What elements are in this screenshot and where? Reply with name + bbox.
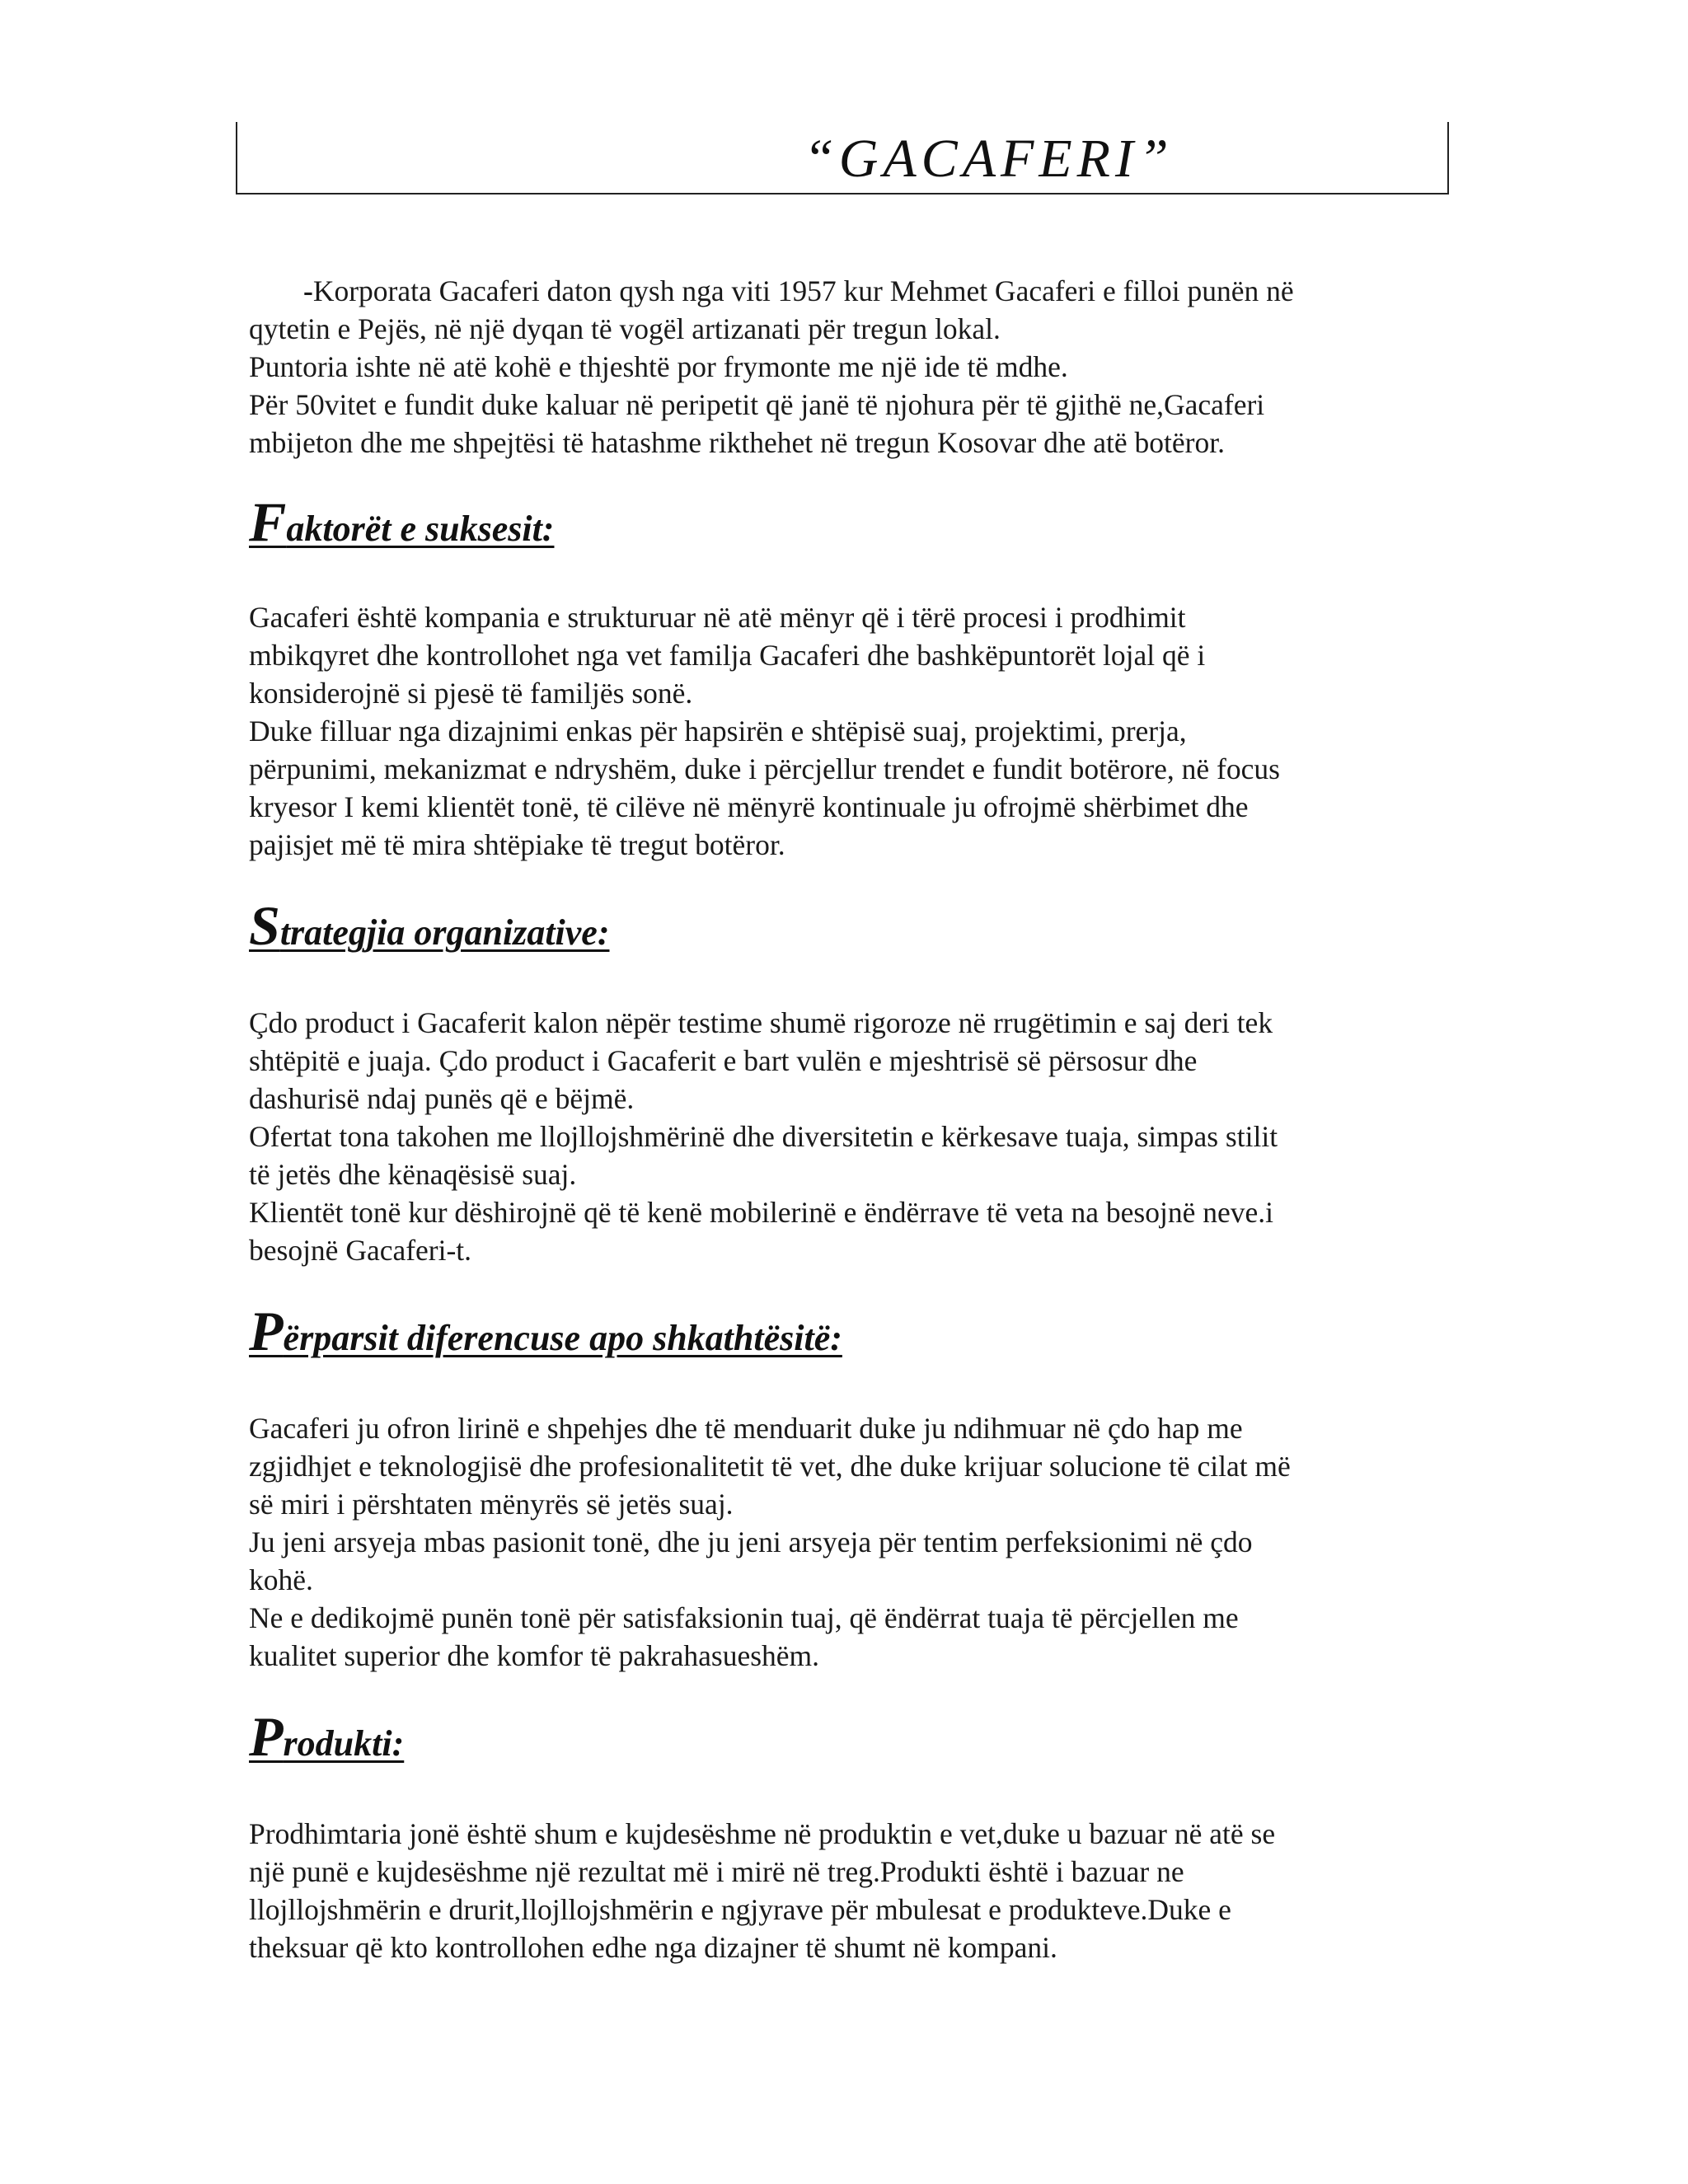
intro-line: -Korporata Gacaferi daton qysh nga viti 1957 kur Mehmet Gacaferi e filloi punën në xyxy=(303,274,1294,307)
body-line: dashurisë ndaj punës që e bëjmë. xyxy=(249,1082,635,1115)
body-line: kryesor I kemi klientët tonë, të cilëve në mënyrë kontinuale ju ofrojmë shërbimet dhe xyxy=(249,790,1249,823)
body-line: Gacaferi është kompania e strukturuar në atë mënyr që i tërë procesi i prodhimit xyxy=(249,601,1186,634)
intro-dash: - xyxy=(303,274,313,307)
body-line: kualitet superior dhe komfor të pakrahasueshëm. xyxy=(249,1639,820,1672)
section-body-faktoret xyxy=(249,598,1461,864)
body-line: përpunimi, mekanizmat e ndryshëm, duke i përcjellur trendet e fundit botërore, në focus xyxy=(249,752,1280,785)
body-line: llojllojshmërin e drurit,llojllojshmërin e ngjyrave për mbulesat e produkteve.Duke e xyxy=(249,1893,1231,1926)
body-line: së miri i përshtaten mënyrës së jetës suaj. xyxy=(249,1488,734,1521)
body-line: theksuar që kto kontrollohen edhe nga dizajner të shumt në kompani. xyxy=(249,1931,1057,1964)
body-line: një punë e kujdesëshme një rezultat më i mirë në treg.Produkti është i bazuar ne xyxy=(249,1855,1184,1888)
intro-line: mbijeton dhe me shpejtësi të hatashme rikthehet në tregun Kosovar dhe atë botëror. xyxy=(249,426,1225,459)
body-line: pajisjet më të mira shtëpiake të tregut botëror. xyxy=(249,828,785,861)
intro-paragraph xyxy=(249,272,1461,462)
body-line: konsiderojnë si pjesë të familjës sonë. xyxy=(249,677,693,710)
body-line: shtëpitë e juaja. Çdo product i Gacaferit e bart vulën e mjeshtrisë së përsosur dhe xyxy=(249,1044,1198,1077)
intro-line: Puntoria ishte në atë kohë e thjeshtë por frymonte me një ide të mdhe. xyxy=(249,350,1068,383)
body-line: Ne e dedikojmë punën tonë për satisfaksionin tuaj, që ëndërrat tuaja të përcjellen me xyxy=(249,1601,1239,1634)
body-line: mbikqyret dhe kontrollohet nga vet familja Gacaferi dhe bashkëpuntorët lojal që i xyxy=(249,639,1206,672)
section-body-produkti xyxy=(249,1815,1461,1966)
body-line: zgjidhjet e teknologjisë dhe profesionalitetit të vet, dhe duke krijuar solucione të cilat më xyxy=(249,1450,1291,1483)
body-line: Ju jeni arsyeja mbas pasionit tonë, dhe ju jeni arsyeja për tentim perfeksionimi në çdo xyxy=(249,1526,1253,1558)
body-line: Çdo product i Gacaferit kalon nëpër testime shumë rigoroze në rrugëtimin e saj deri tek xyxy=(249,1006,1273,1039)
body-line: besojnë Gacaferi-t. xyxy=(249,1234,472,1267)
section-heading-strategjia: Strategjia organizative: xyxy=(249,894,610,957)
body-line: Prodhimtaria jonë është shum e kujdesëshme në produktin e vet,duke u bazuar në atë se xyxy=(249,1817,1276,1850)
section-heading-produkti: Produkti: xyxy=(249,1705,405,1768)
body-line: Duke filluar nga dizajnimi enkas për hapsirën e shtëpisë suaj, projektimi, prerja, xyxy=(249,715,1187,748)
body-line: Klientët tonë kur dëshirojnë që të kenë mobilerinë e ëndërrave të veta na besojnë neve.i xyxy=(249,1196,1273,1229)
intro-line: qytetin e Pejës, në një dyqan të vogël artizanati për tregun lokal. xyxy=(249,312,1001,345)
section-heading-faktoret: Faktorët e suksesit: xyxy=(249,490,555,553)
document-title: “GACAFERI” xyxy=(804,129,1174,189)
body-line: të jetës dhe kënaqësisë suaj. xyxy=(249,1158,577,1191)
body-line: Ofertat tona takohen me llojllojshmërinë dhe diversitetin e kërkesave tuaja, simpas stilit xyxy=(249,1120,1278,1153)
body-line: Gacaferi ju ofron lirinë e shpehjes dhe të menduarit duke ju ndihmuar në çdo hap me xyxy=(249,1412,1243,1445)
section-body-strategjia xyxy=(249,1004,1461,1269)
section-heading-perparsit: Përparsit diferencuse apo shkathtësitë: xyxy=(249,1300,842,1362)
section-body-perparsit xyxy=(249,1409,1461,1675)
body-line: kohë. xyxy=(249,1563,313,1596)
intro-line: Për 50vitet e fundit duke kaluar në peripetit që janë të njohura për të gjithë ne,Gacaferi xyxy=(249,388,1265,421)
